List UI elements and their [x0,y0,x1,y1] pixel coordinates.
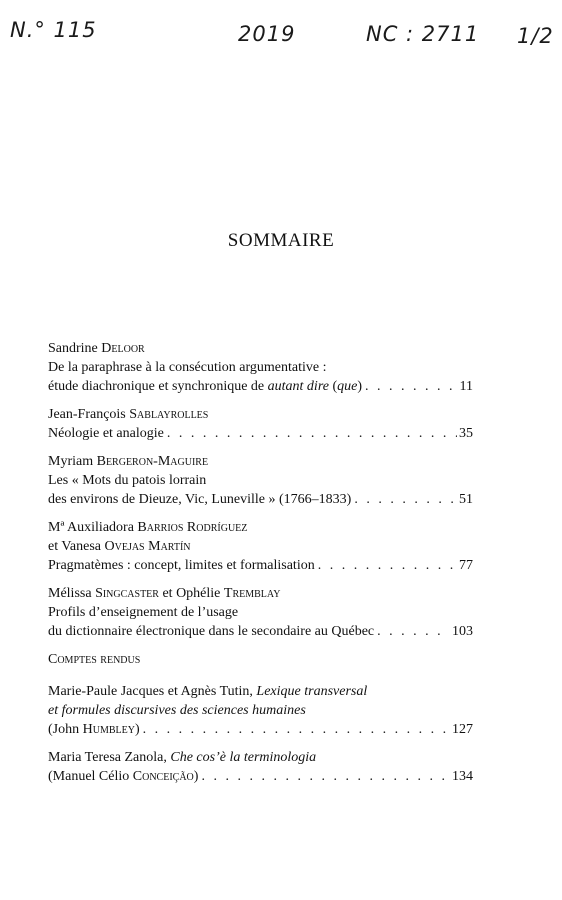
entry-author: Myriam Bergeron-Maguire [48,454,209,469]
page-number: 11 [459,379,473,394]
toc-entry [48,518,473,575]
page-number: 51 [459,492,473,507]
entry-author: Mª Auxiliadora Barrios Rodríguez [48,520,248,535]
entry-author: Mélissa Singcaster et Ophélie Tremblay [48,586,281,601]
leader-dots [362,377,457,396]
review-authors: Marie-Paule Jacques et Agnès Tutin, Lexique transversal [48,684,368,699]
entry-title-line: Néologie et analogie . . . 35 [48,424,473,443]
handwritten-fraction: 1/2 [517,24,554,48]
review-reviewer-line: (John Humbley) . . . 127 [48,720,473,739]
toc-entry [48,405,473,443]
entry-title-line: De la paraphrase à la consécution argumentative : [48,360,327,375]
leader-dots [198,767,450,786]
entry-title-line: Pragmatèmes : concept, limites et formalisation . . . 77 [48,556,473,575]
entry-title-line: des environs de Dieuze, Vic, Luneville » (1766–1833) . . . 51 [48,490,473,509]
page-title: SOMMAIRE [227,230,335,251]
handwritten-number: N.° 115 [10,18,97,42]
entry-title-line: étude diachronique et synchronique de autant dire (que) . . . 11 [48,377,473,396]
toc-entry [48,452,473,509]
leader-dots [315,556,457,575]
review-reviewer-line: (Manuel Célio Conceição) . . . 134 [48,767,473,786]
handwritten-year: 2019 [238,22,296,46]
section-heading: Comptes rendus [48,652,141,667]
review-title: et formules discursives des sciences humaines [48,703,306,718]
page-number: 127 [452,722,473,737]
entry-title-line: Les « Mots du patois lorrain [48,473,207,488]
leader-dots [164,424,457,443]
review-entry [48,682,473,739]
entry-author: Sandrine Deloor [48,341,145,356]
toc-entry [48,339,473,396]
page-number: 77 [459,558,473,573]
page-number: 103 [452,624,473,639]
review-entry [48,748,473,786]
review-authors: Maria Teresa Zanola, Che cos’è la terminologia [48,750,317,765]
entry-title-line: du dictionnaire électronique dans le secondaire au Québec . . . 103 [48,622,473,641]
leader-dots [140,720,450,739]
toc-entry [48,584,473,641]
entry-coauthor: et Vanesa Ovejas Martín [48,539,191,554]
entry-title-line: Profils d’enseignement de l’usage [48,605,239,620]
handwritten-reference: NC : 2711 [366,22,480,46]
entry-author: Jean-François Sablayrolles [48,407,209,422]
leader-dots [351,490,457,509]
page-number: 134 [452,769,473,784]
page-number: 35 [459,426,473,441]
table-of-contents [48,339,473,795]
leader-dots [374,622,450,641]
